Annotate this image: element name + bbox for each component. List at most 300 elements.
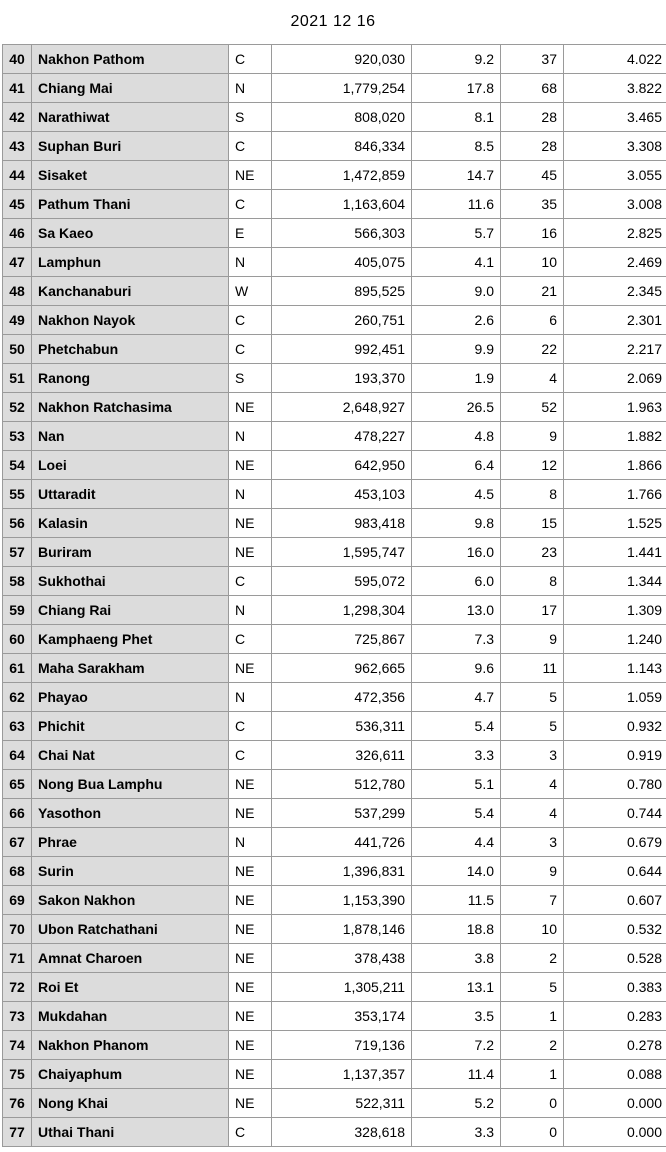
region-cell: N <box>229 683 272 712</box>
region-cell: C <box>229 712 272 741</box>
percent-cell: 5.4 <box>412 712 501 741</box>
count-cell: 35 <box>501 190 564 219</box>
percent-cell: 11.6 <box>412 190 501 219</box>
population-cell: 992,451 <box>272 335 412 364</box>
percent-cell: 4.1 <box>412 248 501 277</box>
table-row <box>3 103 666 132</box>
population-cell: 260,751 <box>272 306 412 335</box>
region-cell: NE <box>229 799 272 828</box>
count-cell: 5 <box>501 712 564 741</box>
percent-cell: 11.5 <box>412 886 501 915</box>
rate-cell: 2.825 <box>564 219 666 248</box>
region-cell: NE <box>229 654 272 683</box>
province-cell: Ubon Ratchathani <box>32 915 229 944</box>
region-cell: C <box>229 306 272 335</box>
region-cell: NE <box>229 451 272 480</box>
count-cell: 15 <box>501 509 564 538</box>
count-cell: 28 <box>501 103 564 132</box>
rank-cell: 54 <box>3 451 32 480</box>
province-cell: Sisaket <box>32 161 229 190</box>
province-cell: Nong Bua Lamphu <box>32 770 229 799</box>
population-cell: 536,311 <box>272 712 412 741</box>
region-cell: S <box>229 364 272 393</box>
count-cell: 45 <box>501 161 564 190</box>
rate-cell: 0.607 <box>564 886 666 915</box>
population-cell: 566,303 <box>272 219 412 248</box>
count-cell: 0 <box>501 1118 564 1147</box>
count-cell: 37 <box>501 45 564 74</box>
region-cell: C <box>229 741 272 770</box>
region-cell: NE <box>229 973 272 1002</box>
percent-cell: 1.9 <box>412 364 501 393</box>
table-row <box>3 190 666 219</box>
count-cell: 9 <box>501 625 564 654</box>
rank-cell: 50 <box>3 335 32 364</box>
percent-cell: 13.1 <box>412 973 501 1002</box>
table-row <box>3 683 666 712</box>
region-cell: N <box>229 828 272 857</box>
region-cell: NE <box>229 393 272 422</box>
percent-cell: 7.3 <box>412 625 501 654</box>
percent-cell: 4.4 <box>412 828 501 857</box>
table-row <box>3 248 666 277</box>
rank-cell: 62 <box>3 683 32 712</box>
table-row <box>3 1118 666 1147</box>
province-cell: Amnat Charoen <box>32 944 229 973</box>
count-cell: 7 <box>501 886 564 915</box>
province-cell: Kalasin <box>32 509 229 538</box>
rate-cell: 3.055 <box>564 161 666 190</box>
table-row <box>3 712 666 741</box>
table-row <box>3 451 666 480</box>
rate-cell: 0.000 <box>564 1118 666 1147</box>
rate-cell: 0.744 <box>564 799 666 828</box>
rank-cell: 48 <box>3 277 32 306</box>
percent-cell: 5.2 <box>412 1089 501 1118</box>
province-cell: Phetchabun <box>32 335 229 364</box>
population-cell: 1,163,604 <box>272 190 412 219</box>
table-row <box>3 828 666 857</box>
region-cell: NE <box>229 857 272 886</box>
table-row <box>3 306 666 335</box>
rate-cell: 0.088 <box>564 1060 666 1089</box>
region-cell: N <box>229 480 272 509</box>
rate-cell: 2.217 <box>564 335 666 364</box>
rank-cell: 55 <box>3 480 32 509</box>
province-cell: Narathiwat <box>32 103 229 132</box>
population-cell: 642,950 <box>272 451 412 480</box>
table-row <box>3 219 666 248</box>
percent-cell: 5.1 <box>412 770 501 799</box>
population-cell: 522,311 <box>272 1089 412 1118</box>
population-cell: 512,780 <box>272 770 412 799</box>
population-cell: 193,370 <box>272 364 412 393</box>
table-row <box>3 944 666 973</box>
table-row <box>3 1089 666 1118</box>
population-cell: 920,030 <box>272 45 412 74</box>
province-cell: Surin <box>32 857 229 886</box>
region-cell: C <box>229 132 272 161</box>
population-cell: 405,075 <box>272 248 412 277</box>
rate-cell: 1.240 <box>564 625 666 654</box>
count-cell: 10 <box>501 915 564 944</box>
percent-cell: 3.8 <box>412 944 501 973</box>
table-row <box>3 480 666 509</box>
percent-cell: 11.4 <box>412 1060 501 1089</box>
percent-cell: 4.7 <box>412 683 501 712</box>
rank-cell: 47 <box>3 248 32 277</box>
province-cell: Nong Khai <box>32 1089 229 1118</box>
rank-cell: 44 <box>3 161 32 190</box>
rank-cell: 73 <box>3 1002 32 1031</box>
population-cell: 1,298,304 <box>272 596 412 625</box>
table-row <box>3 654 666 683</box>
region-cell: C <box>229 335 272 364</box>
rank-cell: 45 <box>3 190 32 219</box>
rank-cell: 43 <box>3 132 32 161</box>
percent-cell: 4.5 <box>412 480 501 509</box>
table-row <box>3 973 666 1002</box>
rank-cell: 77 <box>3 1118 32 1147</box>
count-cell: 4 <box>501 799 564 828</box>
population-cell: 983,418 <box>272 509 412 538</box>
count-cell: 8 <box>501 480 564 509</box>
population-cell: 326,611 <box>272 741 412 770</box>
province-cell: Chiang Mai <box>32 74 229 103</box>
rank-cell: 68 <box>3 857 32 886</box>
count-cell: 1 <box>501 1002 564 1031</box>
count-cell: 5 <box>501 683 564 712</box>
rate-cell: 3.008 <box>564 190 666 219</box>
rank-cell: 58 <box>3 567 32 596</box>
count-cell: 21 <box>501 277 564 306</box>
rate-cell: 1.866 <box>564 451 666 480</box>
region-cell: W <box>229 277 272 306</box>
province-cell: Maha Sarakham <box>32 654 229 683</box>
rank-cell: 41 <box>3 74 32 103</box>
province-cell: Kamphaeng Phet <box>32 625 229 654</box>
region-cell: NE <box>229 1089 272 1118</box>
percent-cell: 26.5 <box>412 393 501 422</box>
region-cell: C <box>229 45 272 74</box>
rate-cell: 0.932 <box>564 712 666 741</box>
rank-cell: 69 <box>3 886 32 915</box>
count-cell: 4 <box>501 770 564 799</box>
rank-cell: 66 <box>3 799 32 828</box>
table-row <box>3 364 666 393</box>
page-title: 2021 12 16 <box>290 13 376 30</box>
province-cell: Sukhothai <box>32 567 229 596</box>
province-table <box>2 44 666 1147</box>
rate-cell: 2.301 <box>564 306 666 335</box>
region-cell: N <box>229 248 272 277</box>
province-cell: Suphan Buri <box>32 132 229 161</box>
population-cell: 1,137,357 <box>272 1060 412 1089</box>
rank-cell: 59 <box>3 596 32 625</box>
province-cell: Nan <box>32 422 229 451</box>
rate-cell: 3.822 <box>564 74 666 103</box>
population-cell: 478,227 <box>272 422 412 451</box>
rate-cell: 0.644 <box>564 857 666 886</box>
region-cell: NE <box>229 538 272 567</box>
rate-cell: 1.766 <box>564 480 666 509</box>
rate-cell: 1.143 <box>564 654 666 683</box>
percent-cell: 13.0 <box>412 596 501 625</box>
region-cell: N <box>229 74 272 103</box>
rate-cell: 1.525 <box>564 509 666 538</box>
percent-cell: 3.3 <box>412 741 501 770</box>
region-cell: NE <box>229 770 272 799</box>
count-cell: 3 <box>501 741 564 770</box>
population-cell: 453,103 <box>272 480 412 509</box>
table-row <box>3 770 666 799</box>
count-cell: 6 <box>501 306 564 335</box>
province-cell: Phichit <box>32 712 229 741</box>
rate-cell: 1.963 <box>564 393 666 422</box>
rank-cell: 46 <box>3 219 32 248</box>
province-cell: Lamphun <box>32 248 229 277</box>
rate-cell: 0.919 <box>564 741 666 770</box>
province-cell: Kanchanaburi <box>32 277 229 306</box>
count-cell: 9 <box>501 422 564 451</box>
count-cell: 52 <box>501 393 564 422</box>
rate-cell: 0.000 <box>564 1089 666 1118</box>
province-cell: Nakhon Ratchasima <box>32 393 229 422</box>
table-row <box>3 509 666 538</box>
rank-cell: 71 <box>3 944 32 973</box>
rate-cell: 1.309 <box>564 596 666 625</box>
population-cell: 1,595,747 <box>272 538 412 567</box>
percent-cell: 2.6 <box>412 306 501 335</box>
population-cell: 537,299 <box>272 799 412 828</box>
count-cell: 11 <box>501 654 564 683</box>
province-cell: Phrae <box>32 828 229 857</box>
count-cell: 12 <box>501 451 564 480</box>
region-cell: NE <box>229 944 272 973</box>
population-cell: 2,648,927 <box>272 393 412 422</box>
table-row <box>3 277 666 306</box>
rate-cell: 0.528 <box>564 944 666 973</box>
province-cell: Sa Kaeo <box>32 219 229 248</box>
province-cell: Buriram <box>32 538 229 567</box>
table-row <box>3 335 666 364</box>
percent-cell: 9.0 <box>412 277 501 306</box>
rank-cell: 70 <box>3 915 32 944</box>
table-row <box>3 538 666 567</box>
region-cell: E <box>229 219 272 248</box>
count-cell: 23 <box>501 538 564 567</box>
rank-cell: 56 <box>3 509 32 538</box>
region-cell: NE <box>229 886 272 915</box>
rate-cell: 0.383 <box>564 973 666 1002</box>
region-cell: NE <box>229 1002 272 1031</box>
table-row <box>3 45 666 74</box>
rank-cell: 76 <box>3 1089 32 1118</box>
rank-cell: 74 <box>3 1031 32 1060</box>
count-cell: 17 <box>501 596 564 625</box>
province-cell: Uthai Thani <box>32 1118 229 1147</box>
percent-cell: 17.8 <box>412 74 501 103</box>
province-cell: Roi Et <box>32 973 229 1002</box>
region-cell: NE <box>229 915 272 944</box>
region-cell: N <box>229 596 272 625</box>
percent-cell: 9.8 <box>412 509 501 538</box>
rank-cell: 42 <box>3 103 32 132</box>
table-row <box>3 1002 666 1031</box>
count-cell: 68 <box>501 74 564 103</box>
province-cell: Pathum Thani <box>32 190 229 219</box>
rate-cell: 1.441 <box>564 538 666 567</box>
percent-cell: 14.7 <box>412 161 501 190</box>
population-cell: 1,472,859 <box>272 161 412 190</box>
population-cell: 719,136 <box>272 1031 412 1060</box>
rank-cell: 49 <box>3 306 32 335</box>
table-row <box>3 567 666 596</box>
region-cell: NE <box>229 1031 272 1060</box>
table-row <box>3 422 666 451</box>
province-cell: Chiang Rai <box>32 596 229 625</box>
population-cell: 846,334 <box>272 132 412 161</box>
table-row <box>3 741 666 770</box>
rank-cell: 52 <box>3 393 32 422</box>
rate-cell: 0.532 <box>564 915 666 944</box>
table-row <box>3 886 666 915</box>
province-cell: Ranong <box>32 364 229 393</box>
percent-cell: 9.2 <box>412 45 501 74</box>
percent-cell: 8.1 <box>412 103 501 132</box>
rank-cell: 57 <box>3 538 32 567</box>
count-cell: 1 <box>501 1060 564 1089</box>
percent-cell: 3.5 <box>412 1002 501 1031</box>
population-cell: 595,072 <box>272 567 412 596</box>
rate-cell: 0.283 <box>564 1002 666 1031</box>
table-row <box>3 1031 666 1060</box>
population-cell: 328,618 <box>272 1118 412 1147</box>
province-cell: Yasothon <box>32 799 229 828</box>
count-cell: 10 <box>501 248 564 277</box>
region-cell: NE <box>229 509 272 538</box>
rate-cell: 2.345 <box>564 277 666 306</box>
region-cell: NE <box>229 1060 272 1089</box>
percent-cell: 7.2 <box>412 1031 501 1060</box>
rank-cell: 61 <box>3 654 32 683</box>
population-cell: 1,396,831 <box>272 857 412 886</box>
table-row <box>3 915 666 944</box>
table-body <box>3 45 666 1147</box>
percent-cell: 18.8 <box>412 915 501 944</box>
rank-cell: 65 <box>3 770 32 799</box>
table-row <box>3 596 666 625</box>
province-cell: Mukdahan <box>32 1002 229 1031</box>
rate-cell: 1.344 <box>564 567 666 596</box>
population-cell: 895,525 <box>272 277 412 306</box>
province-cell: Nakhon Phanom <box>32 1031 229 1060</box>
population-cell: 1,878,146 <box>272 915 412 944</box>
population-cell: 353,174 <box>272 1002 412 1031</box>
table-row <box>3 857 666 886</box>
percent-cell: 9.6 <box>412 654 501 683</box>
rate-cell: 3.308 <box>564 132 666 161</box>
table-row <box>3 74 666 103</box>
count-cell: 22 <box>501 335 564 364</box>
province-cell: Phayao <box>32 683 229 712</box>
percent-cell: 5.4 <box>412 799 501 828</box>
population-cell: 472,356 <box>272 683 412 712</box>
count-cell: 2 <box>501 944 564 973</box>
rank-cell: 67 <box>3 828 32 857</box>
population-cell: 725,867 <box>272 625 412 654</box>
population-cell: 962,665 <box>272 654 412 683</box>
population-cell: 1,305,211 <box>272 973 412 1002</box>
table-row <box>3 799 666 828</box>
percent-cell: 5.7 <box>412 219 501 248</box>
region-cell: C <box>229 1118 272 1147</box>
count-cell: 28 <box>501 132 564 161</box>
province-cell: Nakhon Nayok <box>32 306 229 335</box>
population-cell: 1,153,390 <box>272 886 412 915</box>
percent-cell: 8.5 <box>412 132 501 161</box>
region-cell: N <box>229 422 272 451</box>
rate-cell: 2.069 <box>564 364 666 393</box>
percent-cell: 14.0 <box>412 857 501 886</box>
rate-cell: 4.022 <box>564 45 666 74</box>
rank-cell: 64 <box>3 741 32 770</box>
percent-cell: 9.9 <box>412 335 501 364</box>
count-cell: 16 <box>501 219 564 248</box>
province-cell: Loei <box>32 451 229 480</box>
rank-cell: 51 <box>3 364 32 393</box>
province-cell: Uttaradit <box>32 480 229 509</box>
population-cell: 441,726 <box>272 828 412 857</box>
table-row <box>3 161 666 190</box>
count-cell: 4 <box>501 364 564 393</box>
count-cell: 8 <box>501 567 564 596</box>
region-cell: C <box>229 190 272 219</box>
population-cell: 1,779,254 <box>272 74 412 103</box>
region-cell: C <box>229 567 272 596</box>
region-cell: S <box>229 103 272 132</box>
table-row <box>3 1060 666 1089</box>
percent-cell: 6.0 <box>412 567 501 596</box>
percent-cell: 6.4 <box>412 451 501 480</box>
table-row <box>3 625 666 654</box>
rank-cell: 53 <box>3 422 32 451</box>
count-cell: 2 <box>501 1031 564 1060</box>
percent-cell: 3.3 <box>412 1118 501 1147</box>
rate-cell: 0.679 <box>564 828 666 857</box>
rank-cell: 63 <box>3 712 32 741</box>
population-cell: 808,020 <box>272 103 412 132</box>
rate-cell: 0.278 <box>564 1031 666 1060</box>
percent-cell: 4.8 <box>412 422 501 451</box>
table-row <box>3 132 666 161</box>
rate-cell: 2.469 <box>564 248 666 277</box>
count-cell: 5 <box>501 973 564 1002</box>
rate-cell: 0.780 <box>564 770 666 799</box>
rank-cell: 40 <box>3 45 32 74</box>
rank-cell: 60 <box>3 625 32 654</box>
province-cell: Nakhon Pathom <box>32 45 229 74</box>
region-cell: C <box>229 625 272 654</box>
rate-cell: 3.465 <box>564 103 666 132</box>
rate-cell: 1.059 <box>564 683 666 712</box>
count-cell: 3 <box>501 828 564 857</box>
rank-cell: 75 <box>3 1060 32 1089</box>
rank-cell: 72 <box>3 973 32 1002</box>
population-cell: 378,438 <box>272 944 412 973</box>
province-cell: Chai Nat <box>32 741 229 770</box>
count-cell: 0 <box>501 1089 564 1118</box>
